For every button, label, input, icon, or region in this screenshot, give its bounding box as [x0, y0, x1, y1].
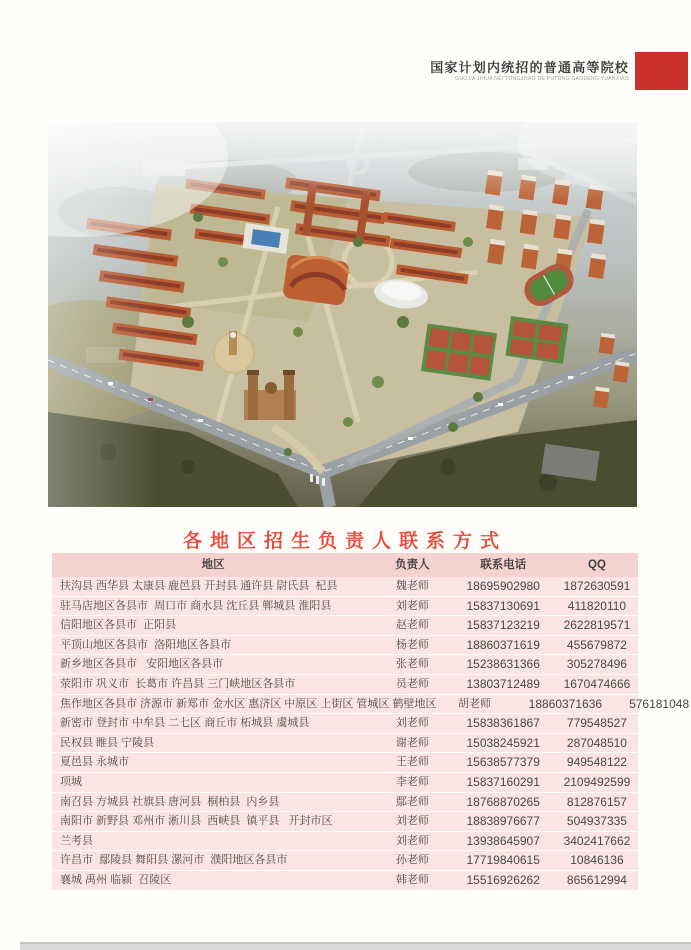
qq-cell: 949548122: [566, 755, 627, 770]
table-row: [52, 616, 638, 636]
qq-cell: 2109492599: [563, 774, 631, 789]
qq-cell: 455679872: [566, 637, 627, 652]
qq-cell: 504937335: [566, 814, 627, 829]
phone-cell: 15837130691: [466, 598, 540, 613]
red-accent-block: [635, 52, 688, 90]
table-row: [52, 597, 638, 617]
person-cell: 刘老师: [395, 599, 429, 612]
person-cell: 赵老师: [395, 619, 429, 632]
table-row: [52, 773, 638, 793]
qq-cell: 1872630591: [563, 579, 631, 593]
phone-cell: 18838976677: [466, 814, 540, 829]
header-region: 地区: [201, 559, 225, 571]
region-cell: 新密市 登封市 中牟县 二七区 商丘市 柘城县 虞城县: [60, 717, 310, 730]
banner-pinyin: GUOJIA JIHUA NEI TONGZHAO DE PUTONG GAODENG YUANXIAO: [455, 76, 629, 82]
table-row: [52, 871, 638, 891]
person-cell: 胡老师: [458, 697, 492, 710]
region-cell: 扶沟县 西华县 太康县 鹿邑县 开封县 通许县 尉氏县 杞县: [60, 580, 338, 592]
banner-text: [430, 60, 629, 82]
region-cell: 荥阳市 巩义市 长葛市 许昌县 三门峡地区各县市: [60, 677, 296, 690]
phone-cell: 15837123219: [466, 618, 540, 633]
qq-cell: 2622819571: [563, 618, 631, 633]
table-row: [52, 577, 638, 597]
section-title: 各地区招生负责人联系方式: [182, 531, 507, 552]
table-row: [52, 812, 638, 832]
phone-cell: 18695902980: [466, 579, 540, 593]
phone-cell: 17719840615: [466, 853, 540, 868]
bottom-divider-bar: [20, 942, 691, 950]
phone-cell: 15838361867: [466, 716, 540, 731]
table-row: [52, 714, 638, 734]
person-cell: 刘老师: [395, 717, 429, 730]
region-cell: 许昌市 鄢陵县 舞阳县 漯河市 濮阳地区各县市: [60, 854, 288, 867]
phone-cell: 15638577379: [466, 755, 540, 770]
phone-cell: 15516926262: [466, 872, 540, 887]
region-cell: 焦作地区各县市 济源市 新郑市 金水区 惠济区 中原区 上街区 管城区 鹤壁地区: [60, 697, 437, 710]
qq-cell: 576181048: [629, 696, 690, 711]
table-row: [52, 851, 638, 871]
phone-cell: 15238631366: [466, 657, 540, 672]
region-cell: 信阳地区各县市 正阳县: [60, 619, 177, 632]
qq-cell: 411820110: [567, 598, 627, 613]
person-cell: 韩老师: [395, 873, 429, 886]
phone-cell: 18860371636: [528, 696, 603, 711]
region-cell: 平顶山地区各县市 洛阳地区各县市: [60, 638, 232, 651]
table-row: [52, 675, 638, 695]
qq-cell: 305278496: [566, 657, 627, 672]
qq-cell: 812876157: [566, 794, 627, 809]
table-row: [52, 793, 638, 813]
header-phone: 联系电话: [480, 559, 527, 571]
phone-cell: 18860371619: [466, 637, 540, 652]
qq-cell: 865612994: [566, 872, 627, 887]
person-cell: 刘老师: [395, 815, 429, 828]
person-cell: 魏老师: [395, 580, 429, 592]
region-cell: 民权县 睢县 宁陵县: [60, 736, 155, 749]
table-header-row: [52, 553, 638, 577]
header-person: 负责人: [395, 559, 430, 571]
person-cell: 孙老师: [395, 854, 429, 867]
table-row: [52, 655, 638, 675]
qq-cell: 287048510: [566, 735, 627, 750]
person-cell: 刘老师: [395, 834, 429, 847]
region-cell: 新乡地区各县市 安阳地区各县市: [60, 658, 224, 671]
region-cell: 兰考县: [60, 834, 93, 847]
table-row: [52, 753, 638, 773]
contact-table-body: [52, 577, 690, 891]
person-cell: 员老师: [395, 677, 429, 690]
region-cell: 南召县 方城县 社旗县 唐河县 桐柏县 内乡县: [60, 795, 280, 808]
campus-aerial-illustration: [48, 122, 637, 507]
qq-cell: 10846136: [570, 853, 624, 868]
phone-cell: 13938645907: [466, 833, 540, 848]
phone-cell: 18768870265: [466, 794, 540, 809]
person-cell: 鄢老师: [395, 795, 429, 808]
person-cell: 李老师: [395, 775, 429, 788]
qq-cell: 1670474666: [563, 676, 631, 691]
person-cell: 张老师: [395, 658, 429, 671]
person-cell: 谢老师: [395, 736, 429, 749]
header-qq: QQ: [588, 559, 606, 571]
table-row: [52, 734, 638, 754]
region-cell: 南阳市 新野县 邓州市 淅川县 西峡县 镇平县 开封市区: [60, 815, 333, 828]
region-cell: 夏邑县 永城市: [60, 756, 130, 769]
table-row: [52, 636, 638, 656]
phone-cell: 15038245921: [466, 735, 540, 750]
campus-aerial-photo: [48, 122, 637, 507]
region-cell: 襄城 禹州 临颍 召陵区: [60, 873, 172, 886]
table-row: [52, 832, 638, 852]
region-cell: 项城: [60, 775, 82, 788]
person-cell: 杨老师: [395, 638, 429, 651]
person-cell: 王老师: [395, 756, 429, 769]
header-banner: [430, 52, 688, 90]
contact-table: [52, 553, 690, 891]
phone-cell: 13803712489: [466, 676, 540, 691]
banner-title: 国家计划内统招的普通高等院校: [430, 60, 629, 75]
qq-cell: 779548527: [566, 716, 627, 731]
table-row: [52, 695, 690, 715]
phone-cell: 15837160291: [466, 774, 540, 789]
qq-cell: 3402417662: [563, 833, 631, 848]
region-cell: 驻马店地区各县市 周口市 商水县 沈丘县 郸城县 淮阳县: [60, 599, 332, 612]
